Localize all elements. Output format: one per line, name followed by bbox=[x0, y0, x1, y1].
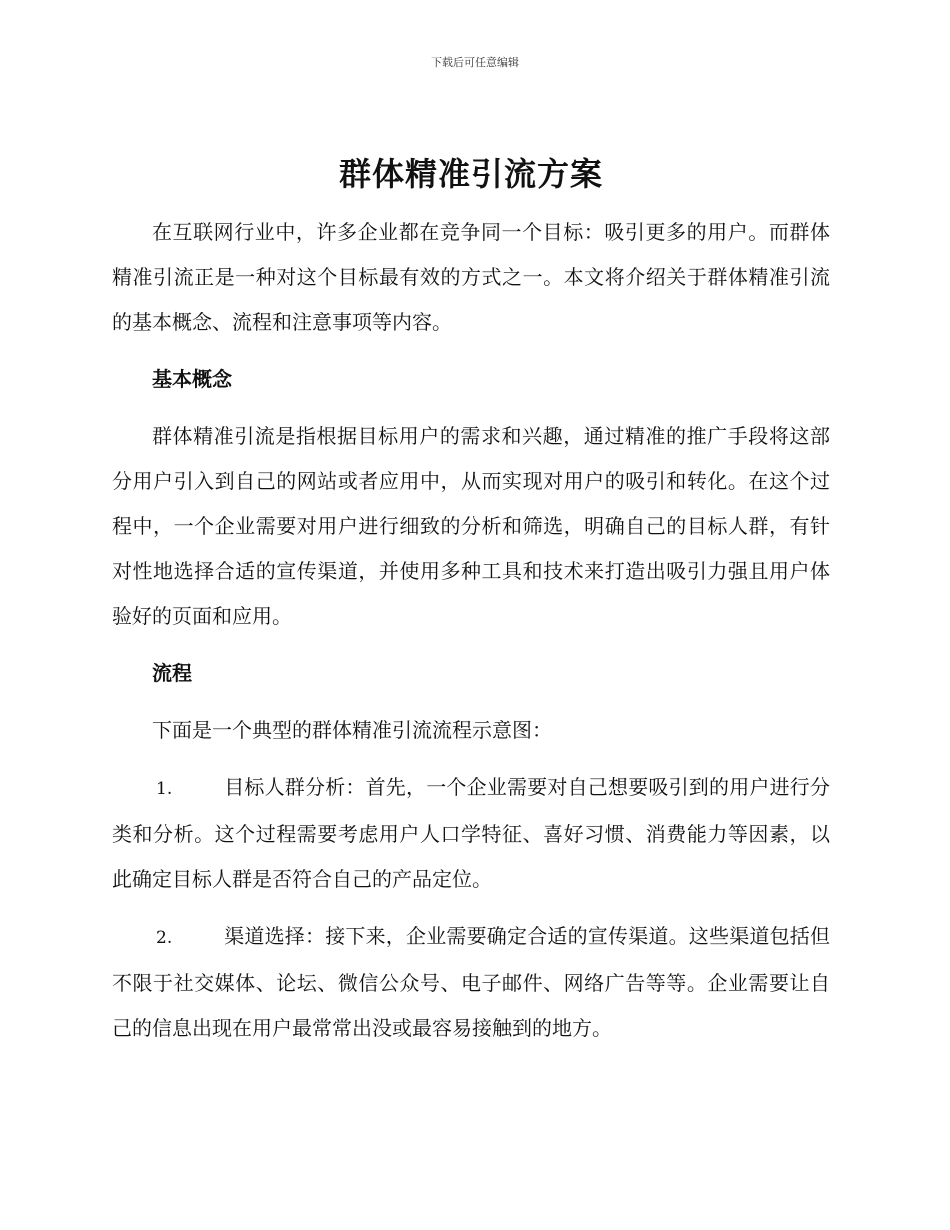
document-body bbox=[112, 148, 830, 1051]
list-item bbox=[112, 765, 830, 902]
header-note: 下载后可任意编辑 bbox=[431, 56, 519, 69]
section-heading-basic: 基本概念 bbox=[152, 367, 232, 391]
flow-lead-paragraph: 下面是一个典型的群体精准引流流程示意图： bbox=[152, 718, 552, 742]
list-item bbox=[112, 914, 830, 1051]
list-number: 2. bbox=[156, 928, 173, 948]
list-item-text: 目标人群分析：首先，一个企业需要对自己想要吸引到的用户进行分类和分析。这个过程需要考虑用户人口学特征、喜好习惯、消费能力等因素，以此确定目标人群是否符合自己的产品定位。 bbox=[112, 775, 830, 891]
document-title: 群体精准引流方案 bbox=[338, 155, 603, 193]
list-number: 1. bbox=[156, 779, 173, 799]
intro-paragraph: 在互联网行业中，许多企业都在竞争同一个目标：吸引更多的用户。而群体精准引流正是一种对这个目标最有效的方式之一。本文将介绍关于群体精准引流的基本概念、流程和注意事项等内容。 bbox=[112, 220, 830, 334]
section-heading-flow: 流程 bbox=[152, 661, 192, 685]
list-item-text: 渠道选择：接下来，企业需要确定合适的宣传渠道。这些渠道包括但不限于社交媒体、论坛、微信公众号、电子邮件、网络广告等等。企业需要让自己的信息出现在用户最常常出没或最容易接触到的地方。 bbox=[112, 924, 830, 1040]
basic-concept-paragraph: 群体精准引流是指根据目标用户的需求和兴趣，通过精准的推广手段将这部分用户引入到自己的网站或者应用中，从而实现对用户的吸引和转化。在这个过程中，一个企业需要对用户进行细致的分析和筛选，明确自己的目标人群，有针对性地选择合适的宣传渠道，并使用多种工具和技术来打造出吸引力强且用户体验好的页面和应用。 bbox=[112, 424, 830, 628]
